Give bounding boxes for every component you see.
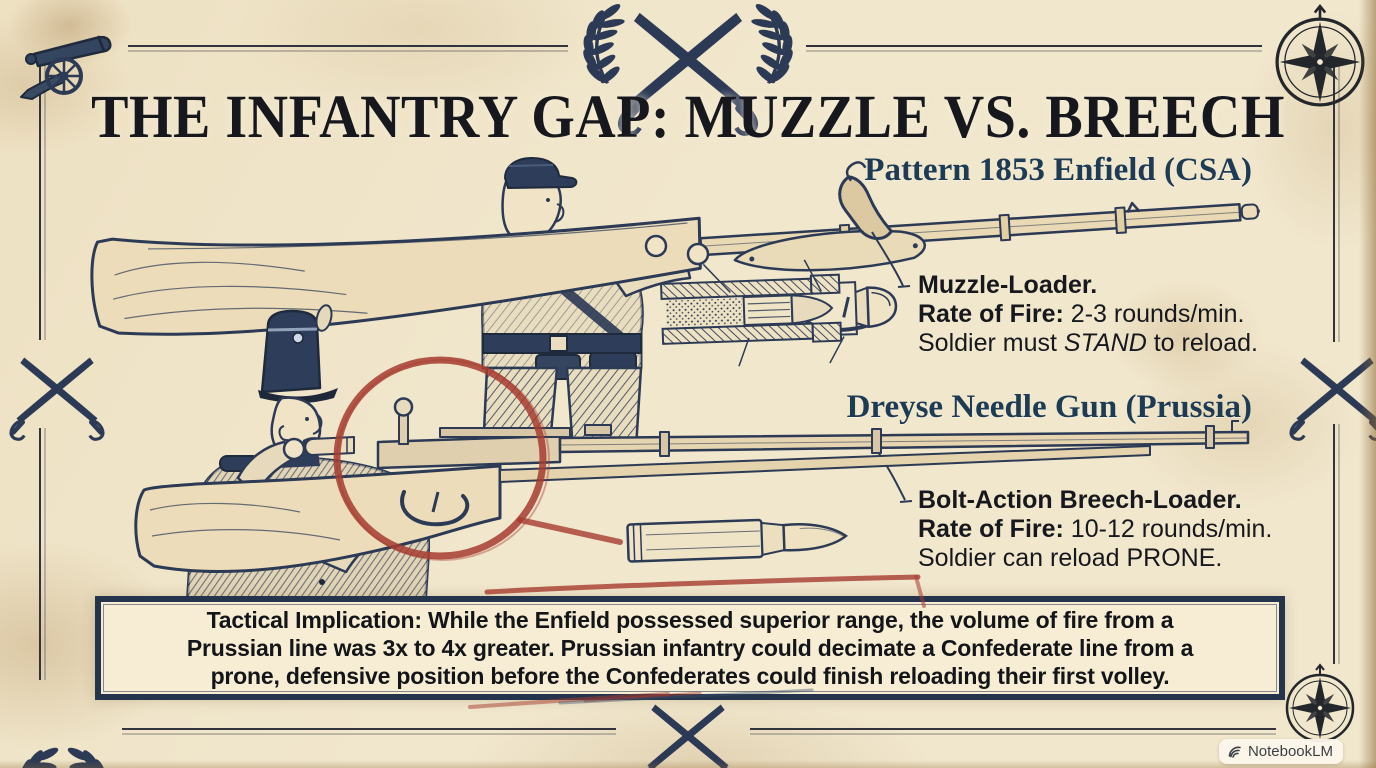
- bottom-center-sabers-icon: [642, 704, 734, 768]
- dreyse-specs: [918, 486, 1272, 573]
- tactical-implication-box: [95, 596, 1285, 700]
- poster-title: THE INFANTRY GAP: MUZZLE VS. BREECH: [91, 83, 1285, 152]
- paper-edge-shading: [1359, 0, 1376, 768]
- compass-rose-bottom-right-icon: [1287, 665, 1353, 741]
- tactical-line-3: prone, defensive position before the Confederates could finish reloading their first volley.: [210, 663, 1170, 689]
- watermark-label: NotebookLM: [1247, 743, 1333, 760]
- dreyse-reload-line: Soldier can reload PRONE.: [918, 544, 1223, 572]
- enfield-type-line: Muzzle-Loader.: [918, 271, 1098, 299]
- enfield-heading: Pattern 1853 Enfield (CSA): [864, 152, 1252, 188]
- notebooklm-logo-icon: [1227, 744, 1242, 759]
- dreyse-rate-line: Rate of Fire: 10-12 rounds/min.: [918, 515, 1273, 543]
- enfield-specs: [918, 271, 1258, 358]
- paper-cartridge-diagram: [660, 257, 897, 369]
- enfield-reload-line: Soldier must STAND to reload.: [918, 329, 1258, 357]
- dreyse-heading: Dreyse Needle Gun (Prussia): [846, 389, 1252, 425]
- dreyse-type-line: Bolt-Action Breech-Loader.: [918, 486, 1242, 514]
- paper-edge-shading-bottom: [0, 760, 1376, 768]
- tactical-line-1: Tactical Implication: While the Enfield possessed superior range, the volume of fire from a: [206, 607, 1174, 633]
- enfield-rate-line: Rate of Fire: 2-3 rounds/min.: [918, 300, 1245, 328]
- needle-cartridge-illustration: [627, 517, 846, 562]
- confederate-soldier-illustration: [483, 158, 690, 454]
- tactical-line-2: Prussian line was 3x to 4x greater. Prussian infantry could decimate a Confederate line from a: [186, 635, 1194, 661]
- notebooklm-watermark: [1219, 739, 1343, 764]
- left-border-sabers-icon: [11, 357, 103, 439]
